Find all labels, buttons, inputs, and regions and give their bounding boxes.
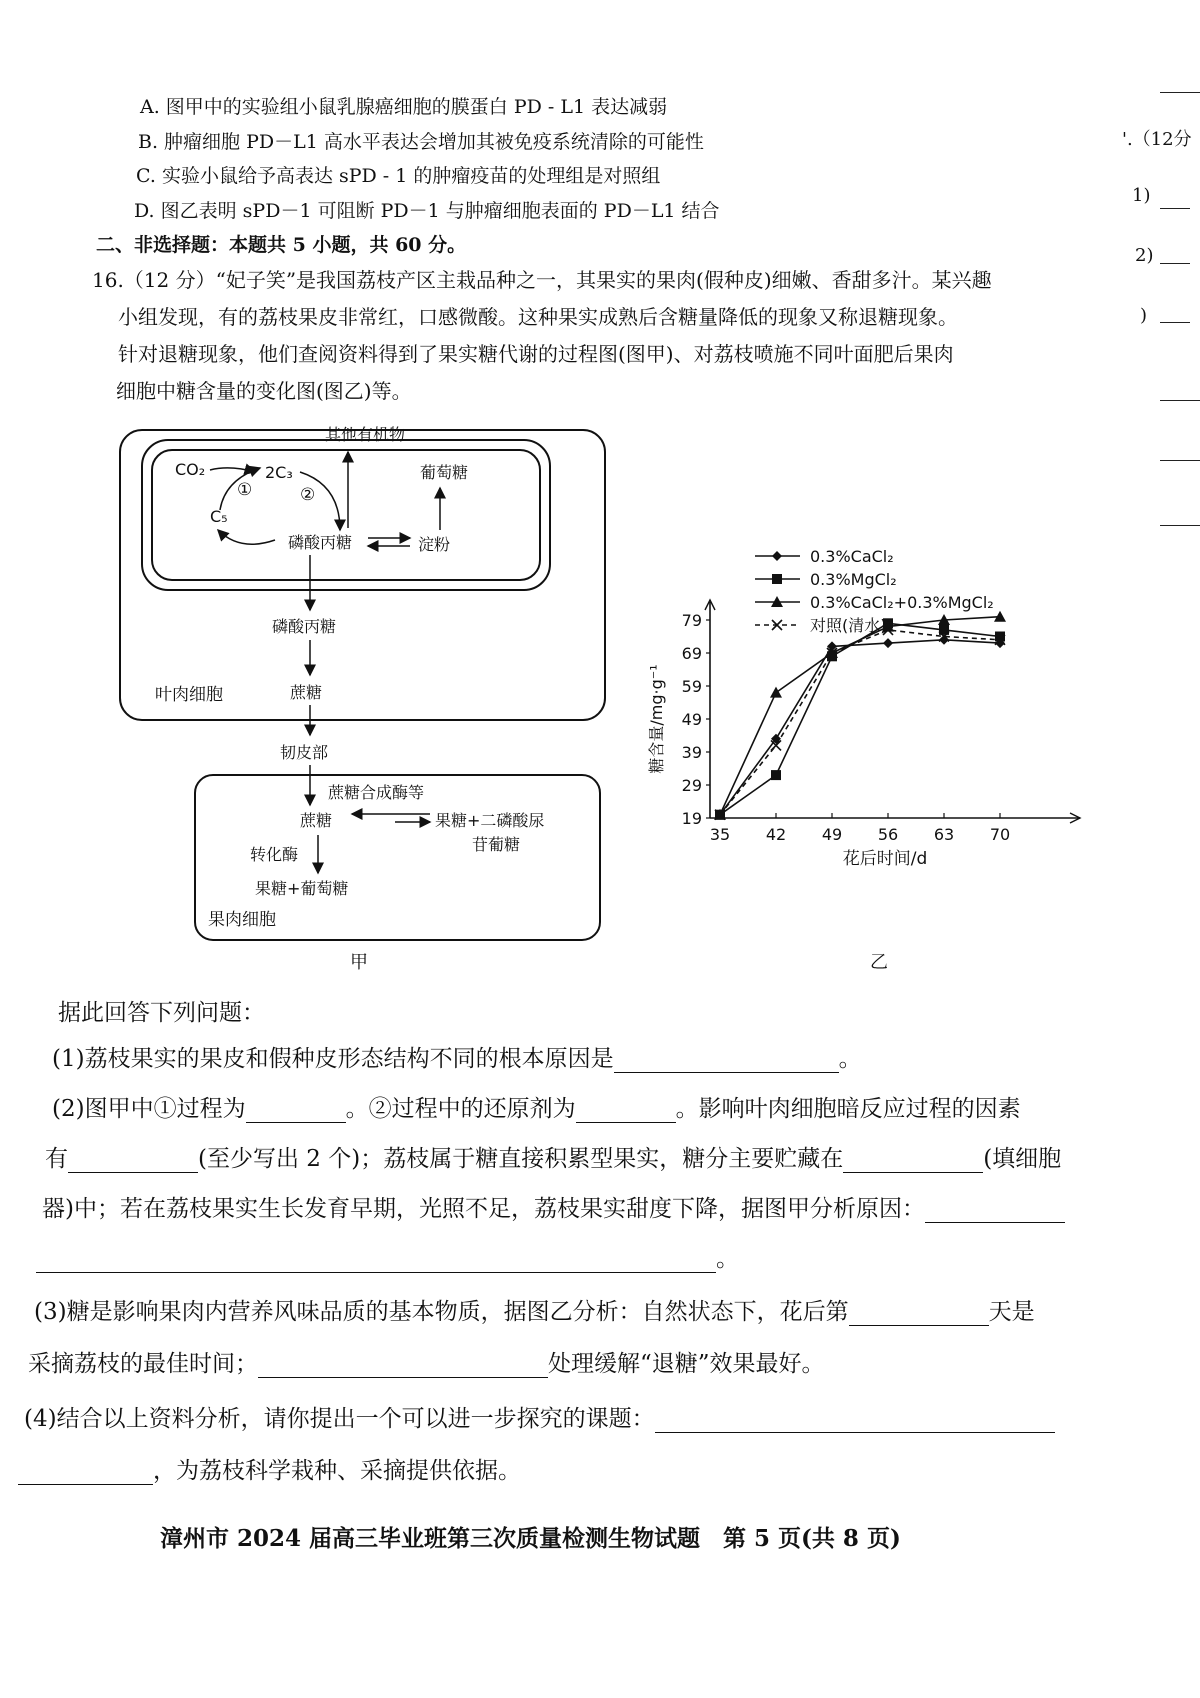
label-c5: C₅	[210, 507, 228, 526]
label-invertase: 转化酶	[250, 845, 299, 864]
label-triose-in: 磷酸丙糖	[288, 533, 353, 552]
x-tick-label: 56	[877, 825, 899, 844]
option-a: A. 图甲中的实验组小鼠乳腺癌细胞的膜蛋白 PD - L1 表达减弱	[140, 96, 668, 118]
y-tick-label: 39	[681, 743, 702, 762]
arrow-triose-to-c5	[218, 530, 275, 544]
legend-marker-0	[772, 551, 782, 561]
q2-text-3: 。影响叶肉细胞暗反应过程的因素	[675, 1096, 1021, 1122]
q16-intro-line-1: 16.（12 分）“妃子笑”是我国荔枝产区主栽品种之一，其果实的果肉(假种皮)细嫩、香甜多汁。某兴趣	[92, 268, 992, 292]
q2-blank-organelle[interactable]	[843, 1148, 983, 1173]
margin-rule-2	[1160, 208, 1190, 209]
label-co2: CO₂	[175, 460, 206, 479]
q2-text-5: (至少写出 2 个)；荔枝属于糖直接积累型果实，糖分主要贮藏在	[198, 1146, 844, 1172]
label-step1: ①	[237, 480, 253, 500]
label-c3: 2C₃	[265, 463, 293, 482]
margin-rule-6	[1160, 460, 1200, 461]
label-phloem: 韧皮部	[280, 743, 329, 762]
x-tick-label: 70	[989, 825, 1011, 844]
label-fructose-glucose: 果糖+葡萄糖	[255, 879, 349, 898]
data-point-1-1	[771, 770, 781, 780]
q16-intro-line-4: 细胞中糖含量的变化图(图乙)等。	[116, 379, 412, 403]
q1-blank[interactable]	[614, 1048, 839, 1073]
data-point-2-1	[770, 687, 782, 698]
label-leaf-cell: 叶肉细胞	[155, 685, 223, 705]
label-other-organics: 其他有机物	[325, 425, 406, 444]
q16-intro-line-3: 针对退糖现象，他们查阅资料得到了果实糖代谢的过程图(图甲)、对荔枝喷施不同叶面肥后果肉	[118, 342, 954, 366]
q2-blank-factors[interactable]	[68, 1148, 198, 1173]
q3-line-2	[28, 1345, 825, 1378]
q3-text-3: 采摘荔枝的最佳时间；	[28, 1351, 258, 1377]
q3-text-4: 处理缓解“退糖”效果最好。	[548, 1351, 825, 1377]
section-title: 二、非选择题：本题共 5 小题，共 60 分。	[96, 234, 467, 256]
q4-line-1	[24, 1400, 1055, 1433]
y-tick-label: 79	[681, 611, 702, 630]
q4-text-1: (4)结合以上资料分析，请你提出一个可以进一步探究的课题：	[24, 1406, 655, 1432]
margin-fragment-2: 1)	[1132, 185, 1151, 206]
q2-line-3	[42, 1190, 1065, 1223]
margin-rule-4	[1160, 322, 1190, 323]
margin-rule-1	[1160, 92, 1200, 93]
q3-blank-treatment[interactable]	[258, 1353, 548, 1378]
q1-text: (1)荔枝果实的果皮和假种皮形态结构不同的根本原因是	[52, 1046, 614, 1072]
series-line-0	[720, 640, 1000, 815]
option-b: B. 肿瘤细胞 PD－L1 高水平表达会增加其被免疫系统清除的可能性	[138, 131, 704, 153]
q4-text-2: ，为荔枝科学栽种、采摘提供依据。	[153, 1458, 521, 1484]
caption-jia: 甲	[350, 952, 368, 973]
x-axis-label: 花后时间/d	[842, 849, 928, 869]
option-d: D. 图乙表明 sPD－1 可阻断 PD－1 与肿瘤细胞表面的 PD－L1 结合	[134, 200, 720, 222]
option-c: C. 实验小鼠给予高表达 sPD - 1 的肿瘤疫苗的处理组是对照组	[136, 165, 661, 187]
q4-blank-topic-a[interactable]	[655, 1408, 1055, 1433]
q2-text-4: 有	[45, 1146, 68, 1172]
q3-text-1: (3)糖是影响果肉内营养风味品质的基本物质，据图乙分析：自然状态下，花后第	[34, 1299, 849, 1325]
margin-rule-5	[1160, 400, 1200, 401]
y-tick-label: 29	[681, 776, 702, 795]
diagram-jia	[100, 410, 620, 970]
label-starch: 淀粉	[418, 535, 451, 554]
q1	[52, 1040, 862, 1073]
q2-end: 。	[716, 1246, 739, 1272]
x-tick-label: 35	[709, 825, 731, 844]
q4-blank-topic-b[interactable]	[18, 1460, 153, 1485]
data-point-0-3	[883, 638, 893, 648]
y-axis-label: 糖含量/mg·g⁻¹	[647, 664, 666, 774]
label-fructose-udpg: 果糖+二磷酸尿	[435, 811, 545, 830]
q16-intro-line-2: 小组发现，有的荔枝果皮非常红，口感微酸。这种果实成熟后含糖量降低的现象又称退糖现象。	[118, 305, 958, 329]
y-tick-label: 59	[681, 677, 702, 696]
label-sucrose-synthase: 蔗糖合成酶等	[328, 783, 425, 802]
legend-label-3: 对照(清水)	[810, 616, 887, 635]
q3-blank-day[interactable]	[849, 1301, 989, 1326]
x-tick-label: 42	[765, 825, 787, 844]
label-udpg-cont: 苷葡糖	[472, 835, 521, 854]
q3-text-2: 天是	[988, 1299, 1035, 1325]
q2-text-2: 。②过程中的还原剂为	[345, 1096, 576, 1122]
legend-marker-1	[772, 574, 782, 584]
margin-rule-7	[1160, 525, 1200, 526]
y-tick-label: 19	[681, 809, 702, 828]
q2-blank-reductant[interactable]	[576, 1098, 676, 1123]
q2-line-1	[52, 1090, 1021, 1123]
x-tick-label: 49	[821, 825, 843, 844]
label-sucrose-fruit: 蔗糖	[300, 811, 333, 830]
series-line-1	[720, 623, 1000, 814]
answer-prompt: 据此回答下列问题：	[58, 1000, 265, 1026]
q2-text-6: (填细胞	[983, 1146, 1062, 1172]
q2-blank-reason-a[interactable]	[925, 1198, 1065, 1223]
q3-line-1	[34, 1293, 1035, 1326]
label-pulp-cell: 果肉细胞	[208, 910, 276, 930]
q1-end: 。	[838, 1046, 862, 1072]
margin-fragment-4: )	[1140, 305, 1148, 326]
q2-blank-process[interactable]	[246, 1098, 346, 1123]
y-tick-label: 69	[681, 644, 702, 663]
legend-label-0: 0.3%CaCl₂	[810, 547, 894, 566]
y-tick-label: 49	[681, 710, 702, 729]
label-triose-out: 磷酸丙糖	[272, 617, 337, 636]
legend-label-2: 0.3%CaCl₂+0.3%MgCl₂	[810, 593, 994, 612]
x-tick-label: 63	[933, 825, 955, 844]
margin-fragment-1: '.（12分	[1122, 129, 1192, 150]
q2-line-4	[36, 1240, 739, 1273]
caption-yi: 乙	[870, 952, 888, 973]
q2-text-1: (2)图甲中①过程为	[52, 1096, 246, 1122]
legend-label-1: 0.3%MgCl₂	[810, 570, 897, 589]
margin-rule-3	[1160, 263, 1190, 264]
q2-blank-reason-b[interactable]	[36, 1248, 716, 1273]
footer: 漳州市 2024 届高三毕业班第三次质量检测生物试题 第 5 页(共 8 页)	[160, 1525, 901, 1552]
q2-line-2	[45, 1140, 1061, 1173]
q4-line-2	[18, 1452, 521, 1485]
arrow-co2-to-c3	[210, 468, 255, 472]
margin-fragment-3: 2)	[1135, 245, 1154, 266]
chart-yi	[640, 540, 1110, 920]
q2-text-7: 器)中；若在荔枝果实生长发育早期，光照不足，荔枝果实甜度下降，据图甲分析原因：	[42, 1196, 925, 1222]
label-step2: ②	[300, 485, 316, 505]
label-glucose: 葡萄糖	[420, 463, 469, 482]
label-sucrose-leaf: 蔗糖	[290, 683, 323, 702]
